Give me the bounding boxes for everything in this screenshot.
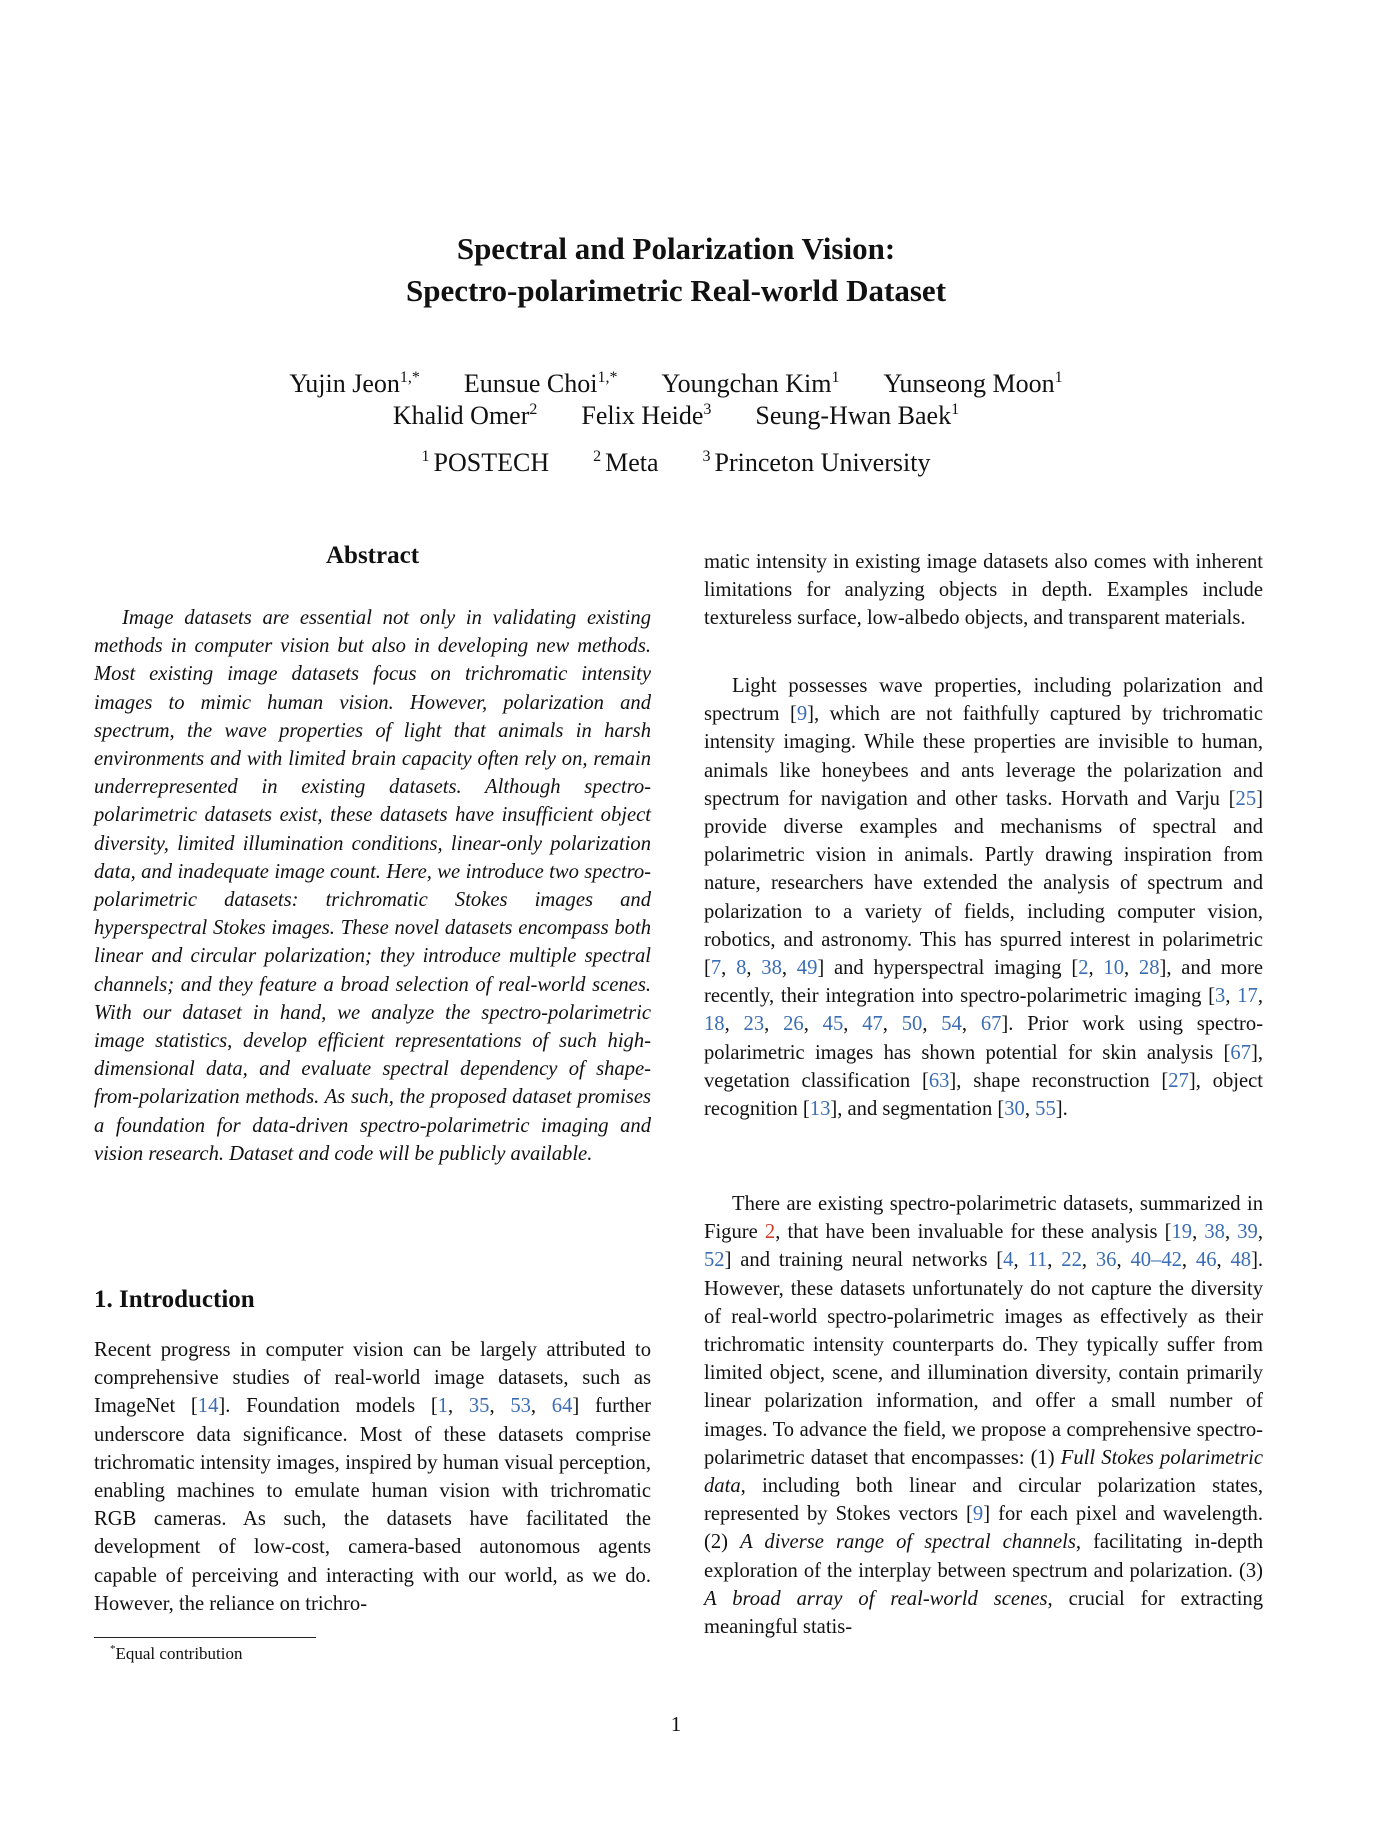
paragraph-text: ], shape reconstruction [ (949, 1069, 1169, 1092)
paragraph-text: , (764, 1013, 784, 1036)
paragraph-text: , crucial for extracting meaningful statis- (704, 1587, 1264, 1639)
paragraph-text: , (1224, 1221, 1238, 1244)
paragraph-text: , (724, 1013, 744, 1036)
paragraph-text: Recent progress in computer vision can be largely attributed to comprehensive studies of real-world image datasets, such as ImageNet [ (94, 1339, 651, 1418)
emphasis-text: A broad array of real-world scenes (704, 1587, 1048, 1610)
citation-link[interactable]: 67 (980, 1013, 1002, 1036)
citation-link[interactable]: 9 (796, 703, 808, 726)
paper-title (0, 228, 1352, 312)
citation-link[interactable]: 54 (941, 1013, 962, 1036)
paragraph-text: , (1216, 1249, 1231, 1272)
paragraph-text: ], and segmentation [ (830, 1098, 1005, 1121)
paragraph-text: matic intensity in existing image datasets also comes with inherent limitations for analyzing objects in depth. Examples include textureless surface, low-albedo objects, and transparent materials. (704, 551, 1263, 630)
right-paragraph-1 (704, 548, 1263, 633)
author-name (661, 369, 839, 398)
citation-link[interactable]: 18 (704, 1013, 725, 1036)
paragraph-text: , (1124, 957, 1139, 980)
citation-link[interactable]: 28 (1138, 957, 1160, 980)
citation-link[interactable]: 9 (972, 1503, 984, 1526)
affiliation-mark: 2 (593, 448, 606, 465)
citation-link[interactable]: 35 (468, 1395, 490, 1418)
footnote (110, 1644, 243, 1664)
author-name-text: Yujin Jeon (289, 369, 400, 398)
citation-link[interactable]: 17 (1237, 985, 1258, 1008)
authors-row-1 (0, 368, 1352, 400)
paragraph-text: There are existing spectro-polarimetric datasets, summarized in Figure (704, 1193, 1263, 1244)
right-paragraph-3 (704, 1190, 1263, 1641)
footnote-rule (94, 1637, 316, 1638)
citation-link[interactable]: 23 (743, 1013, 765, 1036)
author-name (289, 369, 420, 398)
citation-link[interactable]: 30 (1004, 1098, 1025, 1121)
title-line-2: Spectro-polarimetric Real-world Dataset (405, 273, 947, 308)
paragraph-text: ] provide diverse examples and mechanisms of spectral and polarimetric vision in animals. Partly drawing inspiration from nature, researchers have extended the analysis of spectrum and polarization to a variety of fields, including computer vision, robotics, and astronomy. This has spurred interest in polarimetric [ (704, 787, 1263, 980)
paragraph-text: , facilitating in-depth exploration of the interplay between spectrum and polarization. (3) (704, 1531, 1263, 1582)
citation-link[interactable]: 49 (796, 957, 818, 980)
citation-link[interactable]: 64 (551, 1395, 573, 1418)
paragraph-text: , (721, 957, 737, 980)
citation-link[interactable]: 26 (783, 1013, 804, 1036)
author-name (755, 401, 959, 430)
citation-link[interactable]: 38 (1204, 1221, 1225, 1244)
citation-link[interactable]: 25 (1235, 787, 1257, 810)
paragraph-text: , (882, 1013, 902, 1036)
citation-link[interactable]: 11 (1027, 1249, 1048, 1272)
paragraph-text: Light possesses wave properties, including polarization and spectrum [ (704, 675, 1263, 726)
paragraph-text: , (1192, 1221, 1205, 1244)
abstract-heading: Abstract (325, 542, 420, 569)
citation-link[interactable]: 14 (197, 1395, 219, 1418)
paragraph-text: , (1088, 957, 1104, 980)
paragraph-text: , (1257, 985, 1263, 1008)
paragraph-text: , (961, 1013, 981, 1036)
author-affiliation-mark: 2 (529, 401, 538, 418)
affiliation-mark: 1 (421, 448, 434, 465)
author-affiliation-mark: 1,* (399, 369, 420, 386)
author-name-text: Eunsue Choi (463, 369, 598, 398)
author-name-text: Khalid Omer (392, 401, 530, 430)
paragraph-text: ] and hyperspectral imaging [ (817, 957, 1079, 980)
paragraph-text: ], vegetation classification [ (704, 1041, 1263, 1092)
paragraph-text: , (489, 1395, 511, 1418)
author-name (883, 369, 1062, 398)
author-affiliation-mark: 1 (1054, 369, 1063, 386)
citation-link[interactable]: 46 (1195, 1249, 1217, 1272)
affiliation-mark: 3 (702, 448, 715, 465)
citation-link[interactable]: 63 (928, 1069, 950, 1092)
paragraph-text: , (1257, 1221, 1263, 1244)
right-paragraph-2 (704, 672, 1263, 1123)
paragraph-text: , (803, 1013, 823, 1036)
affiliation (593, 448, 658, 477)
citation-link[interactable]: 8 (736, 957, 747, 980)
paragraph-text: ] for each pixel and wavelength. (2) (704, 1503, 1263, 1554)
paragraph-text: , (843, 1013, 863, 1036)
paragraph-text: ], object recognition [ (704, 1069, 1263, 1121)
paragraph-text: , (1081, 1249, 1096, 1272)
paragraph-text: , (447, 1395, 469, 1418)
affiliation (703, 448, 931, 477)
citation-link[interactable]: 10 (1103, 957, 1125, 980)
author-name-text: Felix Heide (581, 401, 704, 430)
emphasis-text: Full Stokes polarimetric data (704, 1446, 1264, 1498)
paragraph-text: ] and training neural networks [ (724, 1249, 1004, 1272)
citation-link[interactable]: 47 (862, 1013, 883, 1036)
author-affiliation-mark: 3 (703, 401, 712, 418)
citation-link[interactable]: 4 (1003, 1249, 1014, 1272)
paragraph-text: , (781, 957, 797, 980)
citation-link[interactable]: 45 (822, 1013, 844, 1036)
paragraph-text: ]. Foundation models [ (218, 1395, 438, 1418)
citation-link[interactable]: 7 (710, 957, 722, 980)
citation-link[interactable]: 38 (761, 957, 782, 980)
author-name-text: Seung-Hwan Baek (755, 401, 952, 430)
author-name-text: Yunseong Moon (883, 369, 1055, 398)
author-affiliation-mark: 1,* (597, 369, 618, 386)
citation-link[interactable]: 55 (1035, 1098, 1056, 1121)
paragraph-text: , (1116, 1249, 1131, 1272)
paragraph-text: ]. However, these datasets unfortunately do not capture the diversity of real-world spectro-polarimetric images as effectively as their trichromatic intensity counterparts do. They typically suffer from limited object, scene, and illumination diversity, contain primarily linear polarization information, and offer a small number of images. To advance the field, we propose a comprehensive spectro-polarimetric dataset that encompasses: (1) (704, 1249, 1264, 1469)
author-name-text: Youngchan Kim (661, 369, 832, 398)
paragraph-text: , (1181, 1249, 1196, 1272)
paragraph-text: , that have been invaluable for these analysis [ (775, 1221, 1172, 1244)
figure-link[interactable]: 2 (764, 1221, 776, 1244)
paragraph-text: , (1225, 985, 1238, 1008)
citation-link[interactable]: 39 (1237, 1221, 1258, 1244)
citation-link[interactable]: 48 (1230, 1249, 1252, 1272)
author-name (393, 401, 537, 430)
emphasis-text: A diverse range of spectral channels (740, 1531, 1076, 1554)
author-affiliation-mark: 1 (831, 369, 840, 386)
citation-link[interactable]: 13 (809, 1098, 831, 1121)
citation-link[interactable]: 2 (1078, 957, 1089, 980)
paragraph-text: , (746, 957, 762, 980)
intro-paragraph-1 (94, 1336, 651, 1618)
introduction-heading: 1. Introduction (94, 1286, 255, 1313)
paragraph-text: , (530, 1395, 552, 1418)
affiliation (422, 448, 550, 477)
author-affiliation-mark: 1 (951, 401, 960, 418)
affiliation-name: Meta (605, 448, 659, 477)
citation-link[interactable]: 50 (901, 1013, 923, 1036)
citation-link[interactable]: 53 (510, 1395, 531, 1418)
affiliations (0, 447, 1352, 479)
paragraph-text: , (1024, 1098, 1036, 1121)
paragraph-text: , including both linear and circular polarization states, represented by Stokes vectors [ (704, 1475, 1263, 1526)
citation-link[interactable]: 52 (704, 1249, 725, 1272)
paragraph-text: ], which are not faithfully captured by trichromatic intensity imaging. While these properties are invisible to human, animals like honeybees and ants leverage the polarization and spectrum for navigation and other tasks. Horvath and Varju [ (704, 703, 1263, 810)
citation-link[interactable]: 27 (1168, 1069, 1189, 1092)
authors-row-2 (0, 400, 1352, 432)
citation-link[interactable]: 67 (1230, 1041, 1251, 1064)
page-number: 1 (670, 1712, 682, 1736)
citation-link[interactable]: 19 (1171, 1221, 1193, 1244)
citation-link[interactable]: 36 (1095, 1249, 1117, 1272)
footnote-text: Equal contribution (115, 1644, 243, 1663)
affiliation-name: Princeton University (714, 448, 931, 477)
paragraph-text: ], and more recently, their integration into spectro-polarimetric imaging [ (704, 957, 1264, 1008)
paragraph-text: , (922, 1013, 942, 1036)
paragraph-text: ]. Prior work using spectro-polarimetric images has shown potential for skin analysis [ (704, 1013, 1264, 1064)
abstract-text: Image datasets are essential not only in validating existing methods in computer vision but also in developing new methods. Most existing image datasets focus on trichromatic intensity images to mimic human vision. However, polarization and spectrum, the wave properties of light that animals in harsh environments and with limited brain capacity often rely on, remain underrepresented in existing datasets. Although spectro-polarimetric datasets exist, these datasets have insufficient object diversity, limited illumination conditions, linear-only polarization data, and inadequate image count. Here, we introduce two spectro-polarimetric datasets: trichromatic Stokes images and hyperspectral Stokes images. These novel datasets encompass both linear and circular polarization; they introduce multiple spectral channels; and they feature a broad selection of real-world scenes. With our dataset in hand, we analyze the spectro-polarimetric image statistics, develop efficient representations of such high-dimensional data, and evaluate spectral dependency of shape-from-polarization methods. As such, the proposed dataset promises a foundation for data-driven spectro-polarimetric imaging and vision research. Dataset and code will be publicly available. (94, 607, 651, 1165)
affiliation-name: POSTECH (433, 448, 550, 477)
author-name (581, 401, 711, 430)
paragraph-text: ]. (1055, 1098, 1068, 1121)
footnote-mark: * (110, 1643, 116, 1655)
author-name (464, 369, 618, 398)
paragraph-text: , (1047, 1249, 1062, 1272)
citation-link[interactable]: 22 (1061, 1249, 1082, 1272)
paragraph-text: ] further underscore data significance. Most of these datasets comprise trichromatic intensity images, inspired by human visual perception, enabling machines to emulate human vision with trichromatic RGB cameras. As such, the datasets have facilitated the development of low-cost, camera-based autonomous agents capable of perceiving and interacting with our world, as we do. However, the reliance on trichro- (94, 1395, 651, 1615)
citation-link[interactable]: 1 (437, 1395, 448, 1418)
citation-link[interactable]: 40–42 (1130, 1249, 1182, 1272)
paragraph-text: , (1013, 1249, 1028, 1272)
title-line-1: Spectral and Polarization Vision: (456, 231, 896, 266)
citation-link[interactable]: 3 (1215, 985, 1226, 1008)
